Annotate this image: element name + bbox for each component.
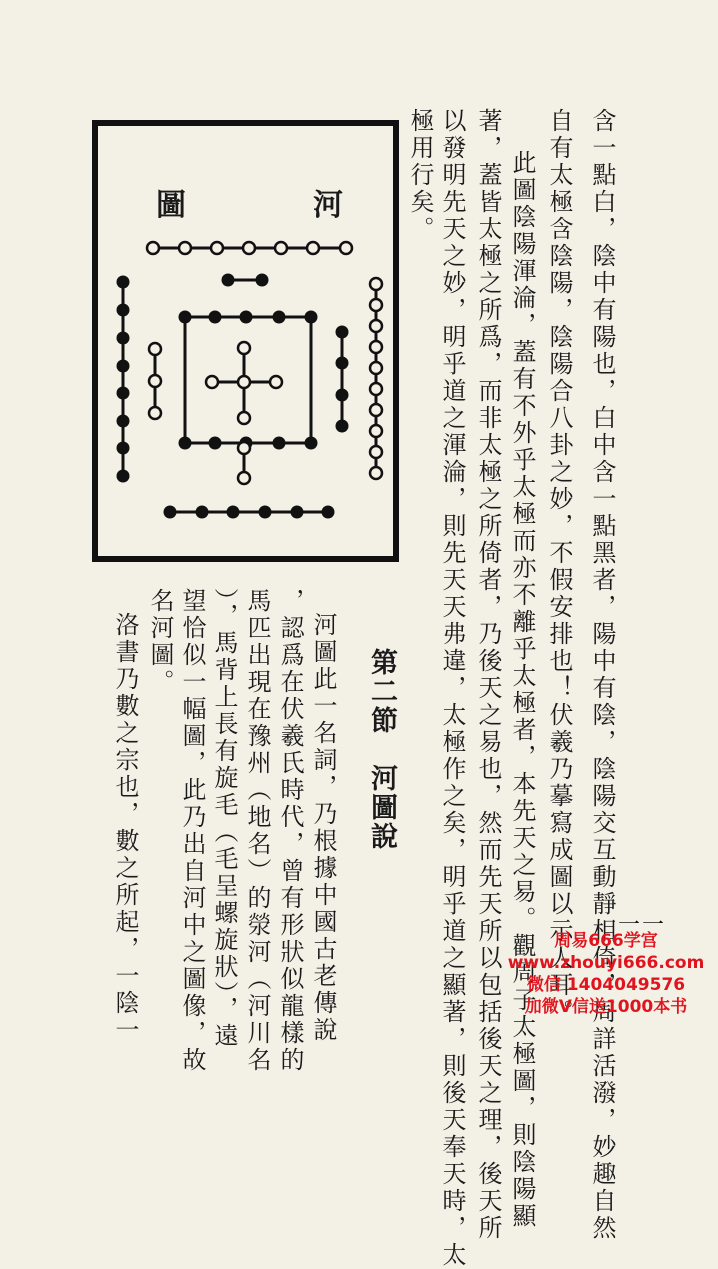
text-column: 著，蓋皆太極之所爲，而非太極之所倚者，乃後天之易也，然而先天所以包括後天之理，後天所 [474,108,502,1242]
text-column: 馬匹出現在豫州（地名）的滎河（河川名 [243,588,271,1074]
text-column: 極用行矣。 [406,108,434,243]
text-column: 望恰似一幅圖，此乃出自河中之圖像，故 [178,588,206,1074]
page-number: 一一 [618,913,667,938]
diagram-title-he: 河 [313,188,343,223]
text-column: 洛書乃數之宗也，數之所起，一陰一 [111,612,139,1044]
text-column: 名河圖。 [146,588,174,696]
watermark-line: 加微V信送1000本书 [524,997,688,1017]
watermark-line: 周易666学宫 [554,931,658,951]
watermark-line: 微信 1404049576 [526,975,686,995]
river-chart-diagram [92,120,399,562]
text-column: 此圖陰陽渾淪，蓋有不外乎太極而亦不離乎太極者，本先天之易。觀周子太極圖，則陰陽顯 [508,150,536,1230]
text-column: 河圖此一名詞，乃根據中國古老傳說 [309,612,337,1044]
watermark [506,930,706,1018]
text-column: ），馬背上長有旋毛（毛呈螺旋狀），遠 [210,588,238,1050]
text-column: 含一點白，陰中有陽也，白中含一點黑者，陽中有陰，陰陽交互動靜相倚，周詳活潑，妙趣自然 [588,108,616,1242]
section-heading: 第二節 河圖說 [366,648,397,851]
text-column: 自有太極含陰陽，陰陽合八卦之妙，不假安排也！伏羲乃摹寫成圖以示人耳。 [545,108,573,1026]
watermark-line: www.zhouyi666.com [507,953,705,973]
text-column: ，認爲在伏羲氏時代，曾有形狀似龍樣的 [276,588,304,1074]
text-column: 以發明先天之妙，明乎道之渾淪，則先天天弗違，太極作之矣，明乎道之顯著，則後天奉天時，太 [438,108,466,1269]
diagram-title-tu: 圖 [156,188,186,223]
